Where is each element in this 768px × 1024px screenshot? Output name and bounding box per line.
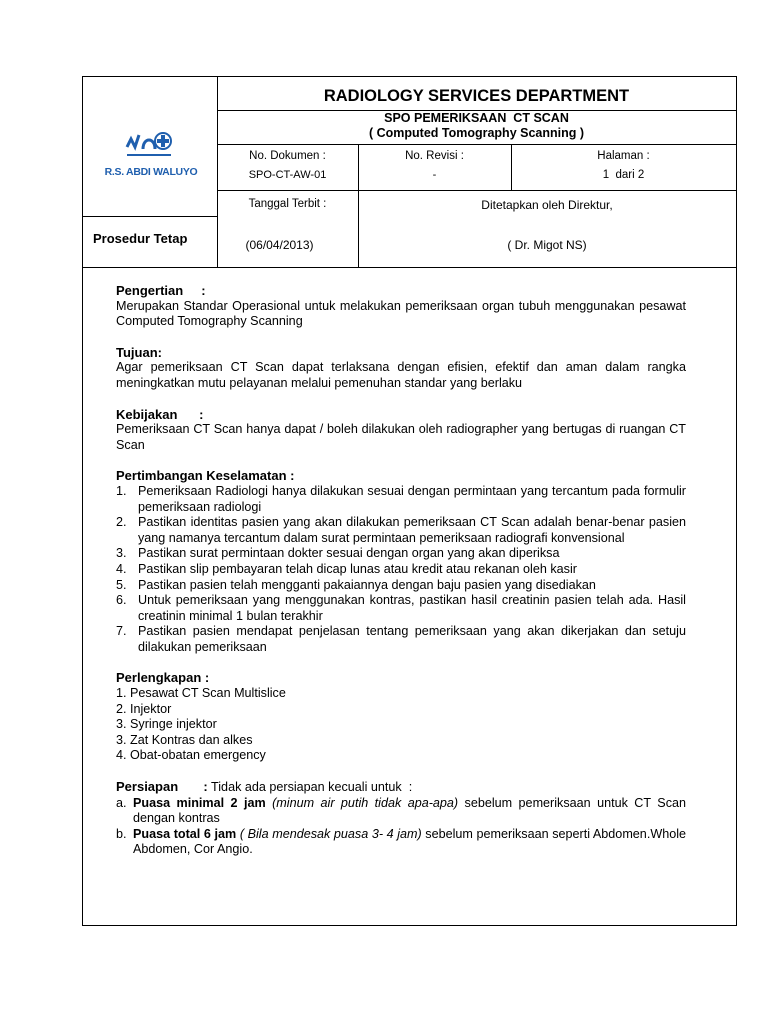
- persiapan-intro: Tidak ada persiapan kecuali untuk :: [207, 780, 413, 795]
- no-revisi-label: No. Revisi :: [405, 150, 464, 162]
- list-item: 6. Untuk pemeriksaan yang menggunakan kontras, pastikan hasil creatinin pasien telah ada. Hasil creatinin minimal 1 bulan terakhir: [116, 593, 686, 623]
- pengertian-title: Pengertian :: [116, 283, 206, 298]
- list-item: 1. Pemeriksaan Radiologi hanya dilakukan sesuai dengan permintaan yang tercantum pada formulir pemeriksaan radiologi: [116, 483, 686, 514]
- ditetapkan-label: Ditetapkan oleh Direktur,: [481, 198, 613, 212]
- department-title: RADIOLOGY SERVICES DEPARTMENT: [323, 87, 630, 105]
- document-body: [116, 283, 686, 858]
- keselamatan-title: Pertimbangan Keselamatan :: [116, 468, 295, 484]
- tujuan-title: Tujuan:: [116, 344, 162, 360]
- tanggal-label: Tanggal Terbit :: [248, 198, 327, 210]
- no-dokumen-value: SPO-CT-AW-01: [248, 169, 327, 181]
- list-item: 4. Obat-obatan emergency: [116, 748, 266, 763]
- tanggal-value: (06/04/2013): [245, 238, 314, 252]
- list-item: 1. Pesawat CT Scan Multislice: [116, 686, 286, 701]
- list-item: 3. Syringe injektor: [116, 717, 217, 732]
- no-revisi-value: -: [432, 169, 437, 181]
- keselamatan-list: [116, 484, 686, 656]
- persiapan-item-a: a. Puasa minimal 2 jam (minum air putih tidak apa-apa) sebelum pemeriksaan untuk CT Scan dengan kontras: [116, 795, 687, 826]
- tujuan-text: Agar pemeriksaan CT Scan dapat terlaksana dengan efisien, efektif dan aman dalam rangka meningkatkan mutu pelayanan melalui pemenuhan standar yang berlaku: [116, 360, 686, 390]
- no-dokumen-label: No. Dokumen :: [249, 150, 326, 162]
- pengertian-text: Merupakan Standar Operasional untuk melakukan pemeriksaan organ tubuh menggunakan pesawat Computed Tomography Scanning: [116, 298, 686, 329]
- document-header: [83, 77, 736, 268]
- persiapan-title: Persiapan :: [116, 779, 208, 795]
- hospital-logo: [125, 129, 175, 159]
- perlengkapan-title: Perlengkapan :: [116, 670, 210, 686]
- hospital-logo-icon: [125, 129, 175, 159]
- list-item: 7. Pastikan pasien mendapat penjelasan tentang pemeriksaan yang akan dikerjakan dan setuju dilakukan pemeriksaan: [116, 624, 686, 654]
- hospital-name: R.S. ABDI WALUYO: [104, 166, 198, 178]
- kebijakan-text: Pemeriksaan CT Scan hanya dapat / boleh dilakukan oleh radiographer yang bertugas di ruangan CT Scan: [116, 422, 686, 452]
- halaman-label: Halaman :: [597, 150, 650, 162]
- list-item: 2. Pastikan identitas pasien yang akan dilakukan pemeriksaan CT Scan adalah benar-benar pasien yang namanya tercantum dalam surat permintaan pemeriksaan radiografi konvensional: [116, 515, 686, 545]
- list-item: 3. Pastikan surat permintaan dokter sesuai dengan organ yang akan diperiksa: [116, 546, 560, 561]
- prosedur-label: Prosedur Tetap: [93, 231, 188, 246]
- persiapan-line: [116, 779, 686, 796]
- list-item: 5. Pastikan pasien telah mengganti pakaiannya dengan baju pasien yang disediakan: [116, 577, 596, 592]
- list-item: 3. Zat Kontras dan alkes: [116, 732, 253, 747]
- halaman-value: 1 dari 2: [602, 169, 645, 181]
- persiapan-item-b: b. Puasa total 6 jam ( Bila mendesak puasa 3- 4 jam) sebelum pemeriksaan seperti Abdomen.Whole Abdomen, Cor Angio.: [116, 826, 687, 857]
- list-item: 4. Pastikan slip pembayaran telah dicap lunas atau kredit atau rekanan oleh kasir: [116, 561, 577, 576]
- list-item: 2. Injektor: [116, 701, 172, 716]
- direktur-name: ( Dr. Migot NS): [507, 238, 587, 252]
- spo-subtitle: ( Computed Tomography Scanning ): [368, 126, 585, 140]
- kebijakan-title: Kebijakan :: [116, 406, 204, 422]
- spo-title: SPO PEMERIKSAAN CT SCAN: [384, 111, 569, 125]
